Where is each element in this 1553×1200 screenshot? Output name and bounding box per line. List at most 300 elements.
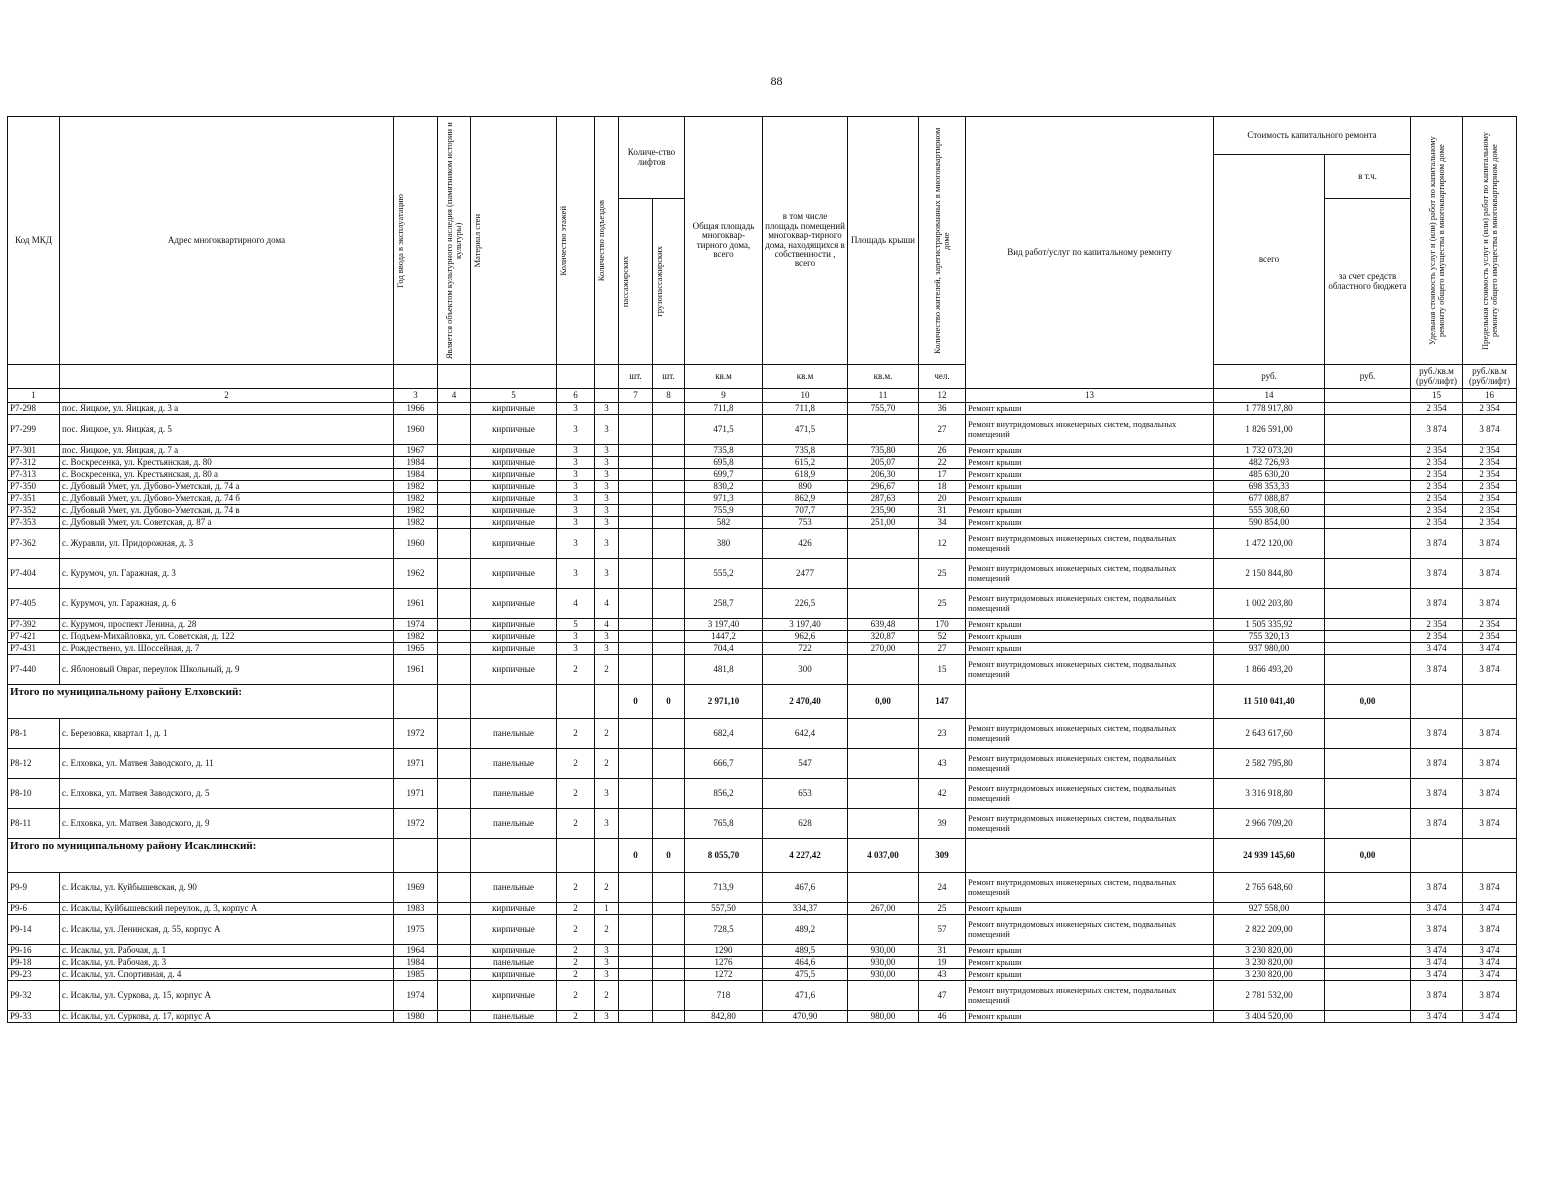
work-type: Ремонт крыши xyxy=(966,945,1214,957)
mkd-code: Р7-353 xyxy=(8,517,60,529)
table-row xyxy=(8,415,1517,445)
residents-count: 12 xyxy=(919,529,966,559)
column-number: 9 xyxy=(685,389,763,403)
column-number: 15 xyxy=(1411,389,1463,403)
floors-count: 3 xyxy=(557,415,595,445)
unit-cost: 2 354 xyxy=(1411,631,1463,643)
work-type: Ремонт крыши xyxy=(966,469,1214,481)
cost-regional xyxy=(1325,719,1411,749)
max-cost: 2 354 xyxy=(1463,517,1517,529)
column-number: 8 xyxy=(653,389,685,403)
work-type: Ремонт внутридомовых инженерных систем, подвальных помещений xyxy=(966,981,1214,1011)
residents-count: 23 xyxy=(919,719,966,749)
lifts-cargo xyxy=(653,873,685,903)
unit-cost: 3 874 xyxy=(1411,589,1463,619)
building-address: с. Рождествено, ул. Шоссейная, д. 7 xyxy=(60,643,394,655)
cost-regional xyxy=(1325,631,1411,643)
lifts-passenger xyxy=(619,415,653,445)
commission-year: 1983 xyxy=(394,903,438,915)
entrances-count: 3 xyxy=(595,457,619,469)
cost-regional xyxy=(1325,981,1411,1011)
owned-area: 547 xyxy=(763,749,848,779)
heritage-cell xyxy=(438,945,471,957)
lifts-cargo xyxy=(653,809,685,839)
roof-area xyxy=(848,749,919,779)
header-cost-total: всего xyxy=(1214,155,1325,365)
cost-total: 1 732 073,20 xyxy=(1214,445,1325,457)
header-work-type: Вид работ/услуг по капитальному ремонту xyxy=(966,117,1214,389)
mkd-code: Р9-33 xyxy=(8,1011,60,1023)
lifts-passenger xyxy=(619,809,653,839)
building-address: с. Березовка, квартал 1, д. 1 xyxy=(60,719,394,749)
lifts-cargo xyxy=(653,589,685,619)
work-type: Ремонт внутридомовых инженерных систем, подвальных помещений xyxy=(966,529,1214,559)
total-area: 1447,2 xyxy=(685,631,763,643)
max-cost: 2 354 xyxy=(1463,631,1517,643)
cost-regional xyxy=(1325,945,1411,957)
table-row xyxy=(8,481,1517,493)
residents-count: 22 xyxy=(919,457,966,469)
total-area-sum: 2 971,10 xyxy=(685,685,763,719)
header-wall-material: Материал стен xyxy=(471,117,557,365)
floors-count: 2 xyxy=(557,945,595,957)
lifts-passenger xyxy=(619,1011,653,1023)
district-total-label: Итого по муниципальному району Елховский: xyxy=(8,685,394,719)
column-number xyxy=(1325,389,1411,403)
empty-cell xyxy=(394,839,438,873)
mkd-code: Р9-9 xyxy=(8,873,60,903)
building-address: с. Исаклы, ул. Ленинская, д. 55, корпус А xyxy=(60,915,394,945)
owned-area: 711,8 xyxy=(763,403,848,415)
owned-area: 753 xyxy=(763,517,848,529)
roof-area: 206,30 xyxy=(848,469,919,481)
wall-material: кирпичные xyxy=(471,655,557,685)
entrances-count: 3 xyxy=(595,469,619,481)
unit-cost: 3 874 xyxy=(1411,749,1463,779)
table-row xyxy=(8,493,1517,505)
work-type: Ремонт внутридомовых инженерных систем, подвальных помещений xyxy=(966,749,1214,779)
entrances-count: 3 xyxy=(595,631,619,643)
unit-unit-cost: руб./кв.м (руб/лифт) xyxy=(1411,365,1463,389)
lifts-cargo xyxy=(653,915,685,945)
owned-area: 653 xyxy=(763,779,848,809)
cost-regional xyxy=(1325,529,1411,559)
building-address: с. Елховка, ул. Матвея Заводского, д. 5 xyxy=(60,779,394,809)
roof-area: 755,70 xyxy=(848,403,919,415)
lifts-cargo xyxy=(653,957,685,969)
lifts-passenger xyxy=(619,969,653,981)
table-row xyxy=(8,643,1517,655)
cost-regional xyxy=(1325,957,1411,969)
lifts-passenger xyxy=(619,957,653,969)
cost-total: 3 404 520,00 xyxy=(1214,1011,1325,1023)
lifts-passenger xyxy=(619,469,653,481)
unit-cost: 3 474 xyxy=(1411,1011,1463,1023)
lifts-passenger xyxy=(619,945,653,957)
cost-total: 698 353,33 xyxy=(1214,481,1325,493)
header-floors: Количество этажей xyxy=(557,117,595,365)
mkd-code: Р7-313 xyxy=(8,469,60,481)
table-row xyxy=(8,589,1517,619)
building-address: пос. Яицкое, ул. Яицкая, д. 7 а xyxy=(60,445,394,457)
mkd-code: Р8-1 xyxy=(8,719,60,749)
entrances-count: 3 xyxy=(595,945,619,957)
building-address: с. Елховка, ул. Матвея Заводского, д. 9 xyxy=(60,809,394,839)
building-address: с. Дубовый Умет, ул. Дубово-Уметская, д. 74 а xyxy=(60,481,394,493)
empty-cell xyxy=(966,839,1214,873)
unit-total-area: кв.м xyxy=(685,365,763,389)
max-cost: 2 354 xyxy=(1463,403,1517,415)
entrances-count: 3 xyxy=(595,517,619,529)
wall-material: кирпичные xyxy=(471,469,557,481)
table-row xyxy=(8,1011,1517,1023)
mkd-code: Р9-23 xyxy=(8,969,60,981)
building-address: с. Исаклы, ул. Куйбышевская, д. 90 xyxy=(60,873,394,903)
commission-year: 1971 xyxy=(394,779,438,809)
residents-count: 20 xyxy=(919,493,966,505)
owned-area: 618,9 xyxy=(763,469,848,481)
residents-count: 57 xyxy=(919,915,966,945)
max-cost: 3 474 xyxy=(1463,957,1517,969)
work-type: Ремонт крыши xyxy=(966,903,1214,915)
residents-count: 46 xyxy=(919,1011,966,1023)
floors-count: 2 xyxy=(557,915,595,945)
wall-material: кирпичные xyxy=(471,493,557,505)
lifts-cargo xyxy=(653,969,685,981)
residents-count: 170 xyxy=(919,619,966,631)
mkd-code: Р7-299 xyxy=(8,415,60,445)
table-row xyxy=(8,969,1517,981)
total-area: 856,2 xyxy=(685,779,763,809)
cost-total: 1 866 493,20 xyxy=(1214,655,1325,685)
mkd-code: Р7-440 xyxy=(8,655,60,685)
max-cost: 3 874 xyxy=(1463,873,1517,903)
lifts-passenger xyxy=(619,655,653,685)
column-number xyxy=(595,389,619,403)
owned-area: 471,5 xyxy=(763,415,848,445)
empty-cell xyxy=(1463,839,1517,873)
unit-cost: 2 354 xyxy=(1411,517,1463,529)
floors-count: 3 xyxy=(557,469,595,481)
owned-area: 489,5 xyxy=(763,945,848,957)
lifts-passenger xyxy=(619,481,653,493)
residents-count: 19 xyxy=(919,957,966,969)
lifts-cargo xyxy=(653,403,685,415)
unit-owned-area: кв.м xyxy=(763,365,848,389)
building-address: с. Исаклы, ул. Суркова, д. 17, корпус А xyxy=(60,1011,394,1023)
wall-material: панельные xyxy=(471,809,557,839)
entrances-count: 3 xyxy=(595,505,619,517)
header-lifts-cargo: грузопассажирских xyxy=(653,199,685,365)
heritage-cell xyxy=(438,493,471,505)
residents-count: 17 xyxy=(919,469,966,481)
unit-lifts-passenger: шт. xyxy=(619,365,653,389)
commission-year: 1985 xyxy=(394,969,438,981)
building-address: с. Курумоч, ул. Гаражная, д. 6 xyxy=(60,589,394,619)
mkd-code: Р9-32 xyxy=(8,981,60,1011)
empty-cell xyxy=(1411,685,1463,719)
total-area: 1272 xyxy=(685,969,763,981)
roof-area xyxy=(848,589,919,619)
entrances-count: 3 xyxy=(595,779,619,809)
total-lifts-cargo: 0 xyxy=(653,685,685,719)
residents-count: 43 xyxy=(919,749,966,779)
building-address: с. Подъем-Михайловка, ул. Советская, д. 122 xyxy=(60,631,394,643)
max-cost: 3 474 xyxy=(1463,903,1517,915)
header-cost-incl: в т.ч. xyxy=(1325,155,1411,199)
work-type: Ремонт крыши xyxy=(966,505,1214,517)
heritage-cell xyxy=(438,915,471,945)
entrances-count: 2 xyxy=(595,981,619,1011)
wall-material: кирпичные xyxy=(471,529,557,559)
roof-area: 320,87 xyxy=(848,631,919,643)
cost-regional xyxy=(1325,643,1411,655)
lifts-cargo xyxy=(653,1011,685,1023)
unit-cost: 3 874 xyxy=(1411,809,1463,839)
total-area-sum: 8 055,70 xyxy=(685,839,763,873)
cost-regional xyxy=(1325,445,1411,457)
work-type: Ремонт внутридомовых инженерных систем, подвальных помещений xyxy=(966,719,1214,749)
cost-total: 2 822 209,00 xyxy=(1214,915,1325,945)
heritage-cell xyxy=(438,873,471,903)
lifts-cargo xyxy=(653,749,685,779)
cost-total: 2 150 844,80 xyxy=(1214,559,1325,589)
work-type: Ремонт внутридомовых инженерных систем, подвальных помещений xyxy=(966,559,1214,589)
heritage-cell xyxy=(438,445,471,457)
heritage-cell xyxy=(438,403,471,415)
unit-cost: 3 474 xyxy=(1411,903,1463,915)
total-lifts-passenger: 0 xyxy=(619,685,653,719)
wall-material: панельные xyxy=(471,719,557,749)
empty-cell xyxy=(1411,839,1463,873)
heritage-cell xyxy=(438,969,471,981)
wall-material: кирпичные xyxy=(471,981,557,1011)
unit-cost: 2 354 xyxy=(1411,445,1463,457)
total-lifts-passenger: 0 xyxy=(619,839,653,873)
commission-year: 1982 xyxy=(394,481,438,493)
commission-year: 1972 xyxy=(394,809,438,839)
unit-cost: 3 474 xyxy=(1411,945,1463,957)
column-number: 4 xyxy=(438,389,471,403)
entrances-count: 3 xyxy=(595,445,619,457)
lifts-passenger xyxy=(619,981,653,1011)
work-type: Ремонт крыши xyxy=(966,493,1214,505)
column-number: 7 xyxy=(619,389,653,403)
building-address: с. Воскресенка, ул. Крестьянская, д. 80 xyxy=(60,457,394,469)
residents-count: 25 xyxy=(919,589,966,619)
mkd-code: Р7-421 xyxy=(8,631,60,643)
lifts-passenger xyxy=(619,779,653,809)
roof-area xyxy=(848,719,919,749)
heritage-cell xyxy=(438,719,471,749)
wall-material: кирпичные xyxy=(471,415,557,445)
lifts-cargo xyxy=(653,493,685,505)
unit-cost: 2 354 xyxy=(1411,469,1463,481)
unit-cost: 3 874 xyxy=(1411,981,1463,1011)
total-area: 380 xyxy=(685,529,763,559)
commission-year: 1974 xyxy=(394,981,438,1011)
commission-year: 1960 xyxy=(394,529,438,559)
mkd-code: Р7-351 xyxy=(8,493,60,505)
header-entrances: Количество подъездов xyxy=(595,117,619,365)
wall-material: панельные xyxy=(471,873,557,903)
max-cost: 2 354 xyxy=(1463,469,1517,481)
total-area: 1276 xyxy=(685,957,763,969)
entrances-count: 1 xyxy=(595,903,619,915)
empty-cell xyxy=(1463,685,1517,719)
building-address: с. Елховка, ул. Матвея Заводского, д. 11 xyxy=(60,749,394,779)
wall-material: кирпичные xyxy=(471,969,557,981)
lifts-cargo xyxy=(653,945,685,957)
total-area: 765,8 xyxy=(685,809,763,839)
owned-area: 470,90 xyxy=(763,1011,848,1023)
residents-count: 31 xyxy=(919,505,966,517)
empty-cell xyxy=(595,839,619,873)
column-number: 13 xyxy=(966,389,1214,403)
header-cost-regional: за счет средств областного бюджета xyxy=(1325,199,1411,365)
cost-regional xyxy=(1325,505,1411,517)
unit-residents: чел. xyxy=(919,365,966,389)
cost-total: 2 765 648,60 xyxy=(1214,873,1325,903)
mkd-code: Р8-12 xyxy=(8,749,60,779)
column-number: 5 xyxy=(471,389,557,403)
building-address: с. Исаклы, ул. Рабочая, д. 1 xyxy=(60,945,394,957)
heritage-cell xyxy=(438,619,471,631)
unit-cost: 2 354 xyxy=(1411,505,1463,517)
total-area: 582 xyxy=(685,517,763,529)
residents-count: 42 xyxy=(919,779,966,809)
commission-year: 1972 xyxy=(394,719,438,749)
column-number: 6 xyxy=(557,389,595,403)
work-type: Ремонт внутридомовых инженерных систем, подвальных помещений xyxy=(966,915,1214,945)
cost-regional xyxy=(1325,749,1411,779)
lifts-passenger xyxy=(619,719,653,749)
work-type: Ремонт крыши xyxy=(966,631,1214,643)
total-area: 699,7 xyxy=(685,469,763,481)
work-type: Ремонт внутридомовых инженерных систем, подвальных помещений xyxy=(966,809,1214,839)
lifts-passenger xyxy=(619,643,653,655)
work-type: Ремонт крыши xyxy=(966,619,1214,631)
total-roof-area-sum: 4 037,00 xyxy=(848,839,919,873)
commission-year: 1984 xyxy=(394,469,438,481)
work-type: Ремонт крыши xyxy=(966,445,1214,457)
total-area: 682,4 xyxy=(685,719,763,749)
cost-total: 3 230 820,00 xyxy=(1214,969,1325,981)
roof-area xyxy=(848,915,919,945)
unit-cost: 3 474 xyxy=(1411,643,1463,655)
cost-regional xyxy=(1325,403,1411,415)
heritage-cell xyxy=(438,643,471,655)
wall-material: панельные xyxy=(471,1011,557,1023)
owned-area: 467,6 xyxy=(763,873,848,903)
header-lifts-passenger: пассажирских xyxy=(619,199,653,365)
wall-material: панельные xyxy=(471,749,557,779)
owned-area: 707,7 xyxy=(763,505,848,517)
heritage-cell xyxy=(438,415,471,445)
heritage-cell xyxy=(438,457,471,469)
cost-total: 482 726,93 xyxy=(1214,457,1325,469)
unit-cost: 3 874 xyxy=(1411,873,1463,903)
roof-area: 205,07 xyxy=(848,457,919,469)
lifts-passenger xyxy=(619,903,653,915)
total-area: 711,8 xyxy=(685,403,763,415)
mkd-code: Р8-10 xyxy=(8,779,60,809)
cost-total: 2 582 795,80 xyxy=(1214,749,1325,779)
residents-count: 18 xyxy=(919,481,966,493)
unit-cost: 3 874 xyxy=(1411,415,1463,445)
wall-material: кирпичные xyxy=(471,403,557,415)
district-total-row xyxy=(8,685,1517,719)
max-cost: 3 474 xyxy=(1463,643,1517,655)
header-year: Год ввода в эксплуатацию xyxy=(394,117,438,365)
mkd-code: Р7-350 xyxy=(8,481,60,493)
header-residents: Количество жителей, зарегистрированных в многоквартирном доме xyxy=(919,117,966,365)
cost-regional xyxy=(1325,415,1411,445)
lifts-passenger xyxy=(619,493,653,505)
residents-count: 25 xyxy=(919,903,966,915)
commission-year: 1982 xyxy=(394,517,438,529)
empty-cell xyxy=(966,685,1214,719)
max-cost: 3 874 xyxy=(1463,981,1517,1011)
wall-material: кирпичные xyxy=(471,457,557,469)
floors-count: 3 xyxy=(557,517,595,529)
work-type: Ремонт крыши xyxy=(966,957,1214,969)
unit-cost: 3 874 xyxy=(1411,655,1463,685)
heritage-cell xyxy=(438,481,471,493)
lifts-passenger xyxy=(619,457,653,469)
roof-area: 930,00 xyxy=(848,957,919,969)
heritage-cell xyxy=(438,809,471,839)
cost-regional xyxy=(1325,809,1411,839)
empty-cell xyxy=(394,685,438,719)
floors-count: 2 xyxy=(557,809,595,839)
column-number: 14 xyxy=(1214,389,1325,403)
max-cost: 2 354 xyxy=(1463,457,1517,469)
cost-total: 1 826 591,00 xyxy=(1214,415,1325,445)
table-row xyxy=(8,619,1517,631)
owned-area: 426 xyxy=(763,529,848,559)
work-type: Ремонт крыши xyxy=(966,643,1214,655)
floors-count: 4 xyxy=(557,589,595,619)
unit-cost-regional: руб. xyxy=(1325,365,1411,389)
mkd-code: Р7-352 xyxy=(8,505,60,517)
mkd-code: Р7-298 xyxy=(8,403,60,415)
residents-count: 15 xyxy=(919,655,966,685)
owned-area: 300 xyxy=(763,655,848,685)
cost-regional xyxy=(1325,493,1411,505)
owned-area: 464,6 xyxy=(763,957,848,969)
work-type: Ремонт крыши xyxy=(966,457,1214,469)
entrances-count: 3 xyxy=(595,481,619,493)
empty-cell xyxy=(438,685,471,719)
residents-count: 27 xyxy=(919,415,966,445)
roof-area: 639,48 xyxy=(848,619,919,631)
column-number: 2 xyxy=(60,389,394,403)
wall-material: кирпичные xyxy=(471,619,557,631)
empty-cell xyxy=(471,685,557,719)
heritage-cell xyxy=(438,529,471,559)
lifts-passenger xyxy=(619,589,653,619)
building-address: с. Яблоновый Овраг, переулок Школьный, д. 9 xyxy=(60,655,394,685)
commission-year: 1960 xyxy=(394,415,438,445)
cost-total: 3 230 820,00 xyxy=(1214,957,1325,969)
roof-area xyxy=(848,415,919,445)
table-row xyxy=(8,403,1517,415)
lifts-passenger xyxy=(619,559,653,589)
max-cost: 3 874 xyxy=(1463,749,1517,779)
column-number: 11 xyxy=(848,389,919,403)
unit-cost: 2 354 xyxy=(1411,403,1463,415)
